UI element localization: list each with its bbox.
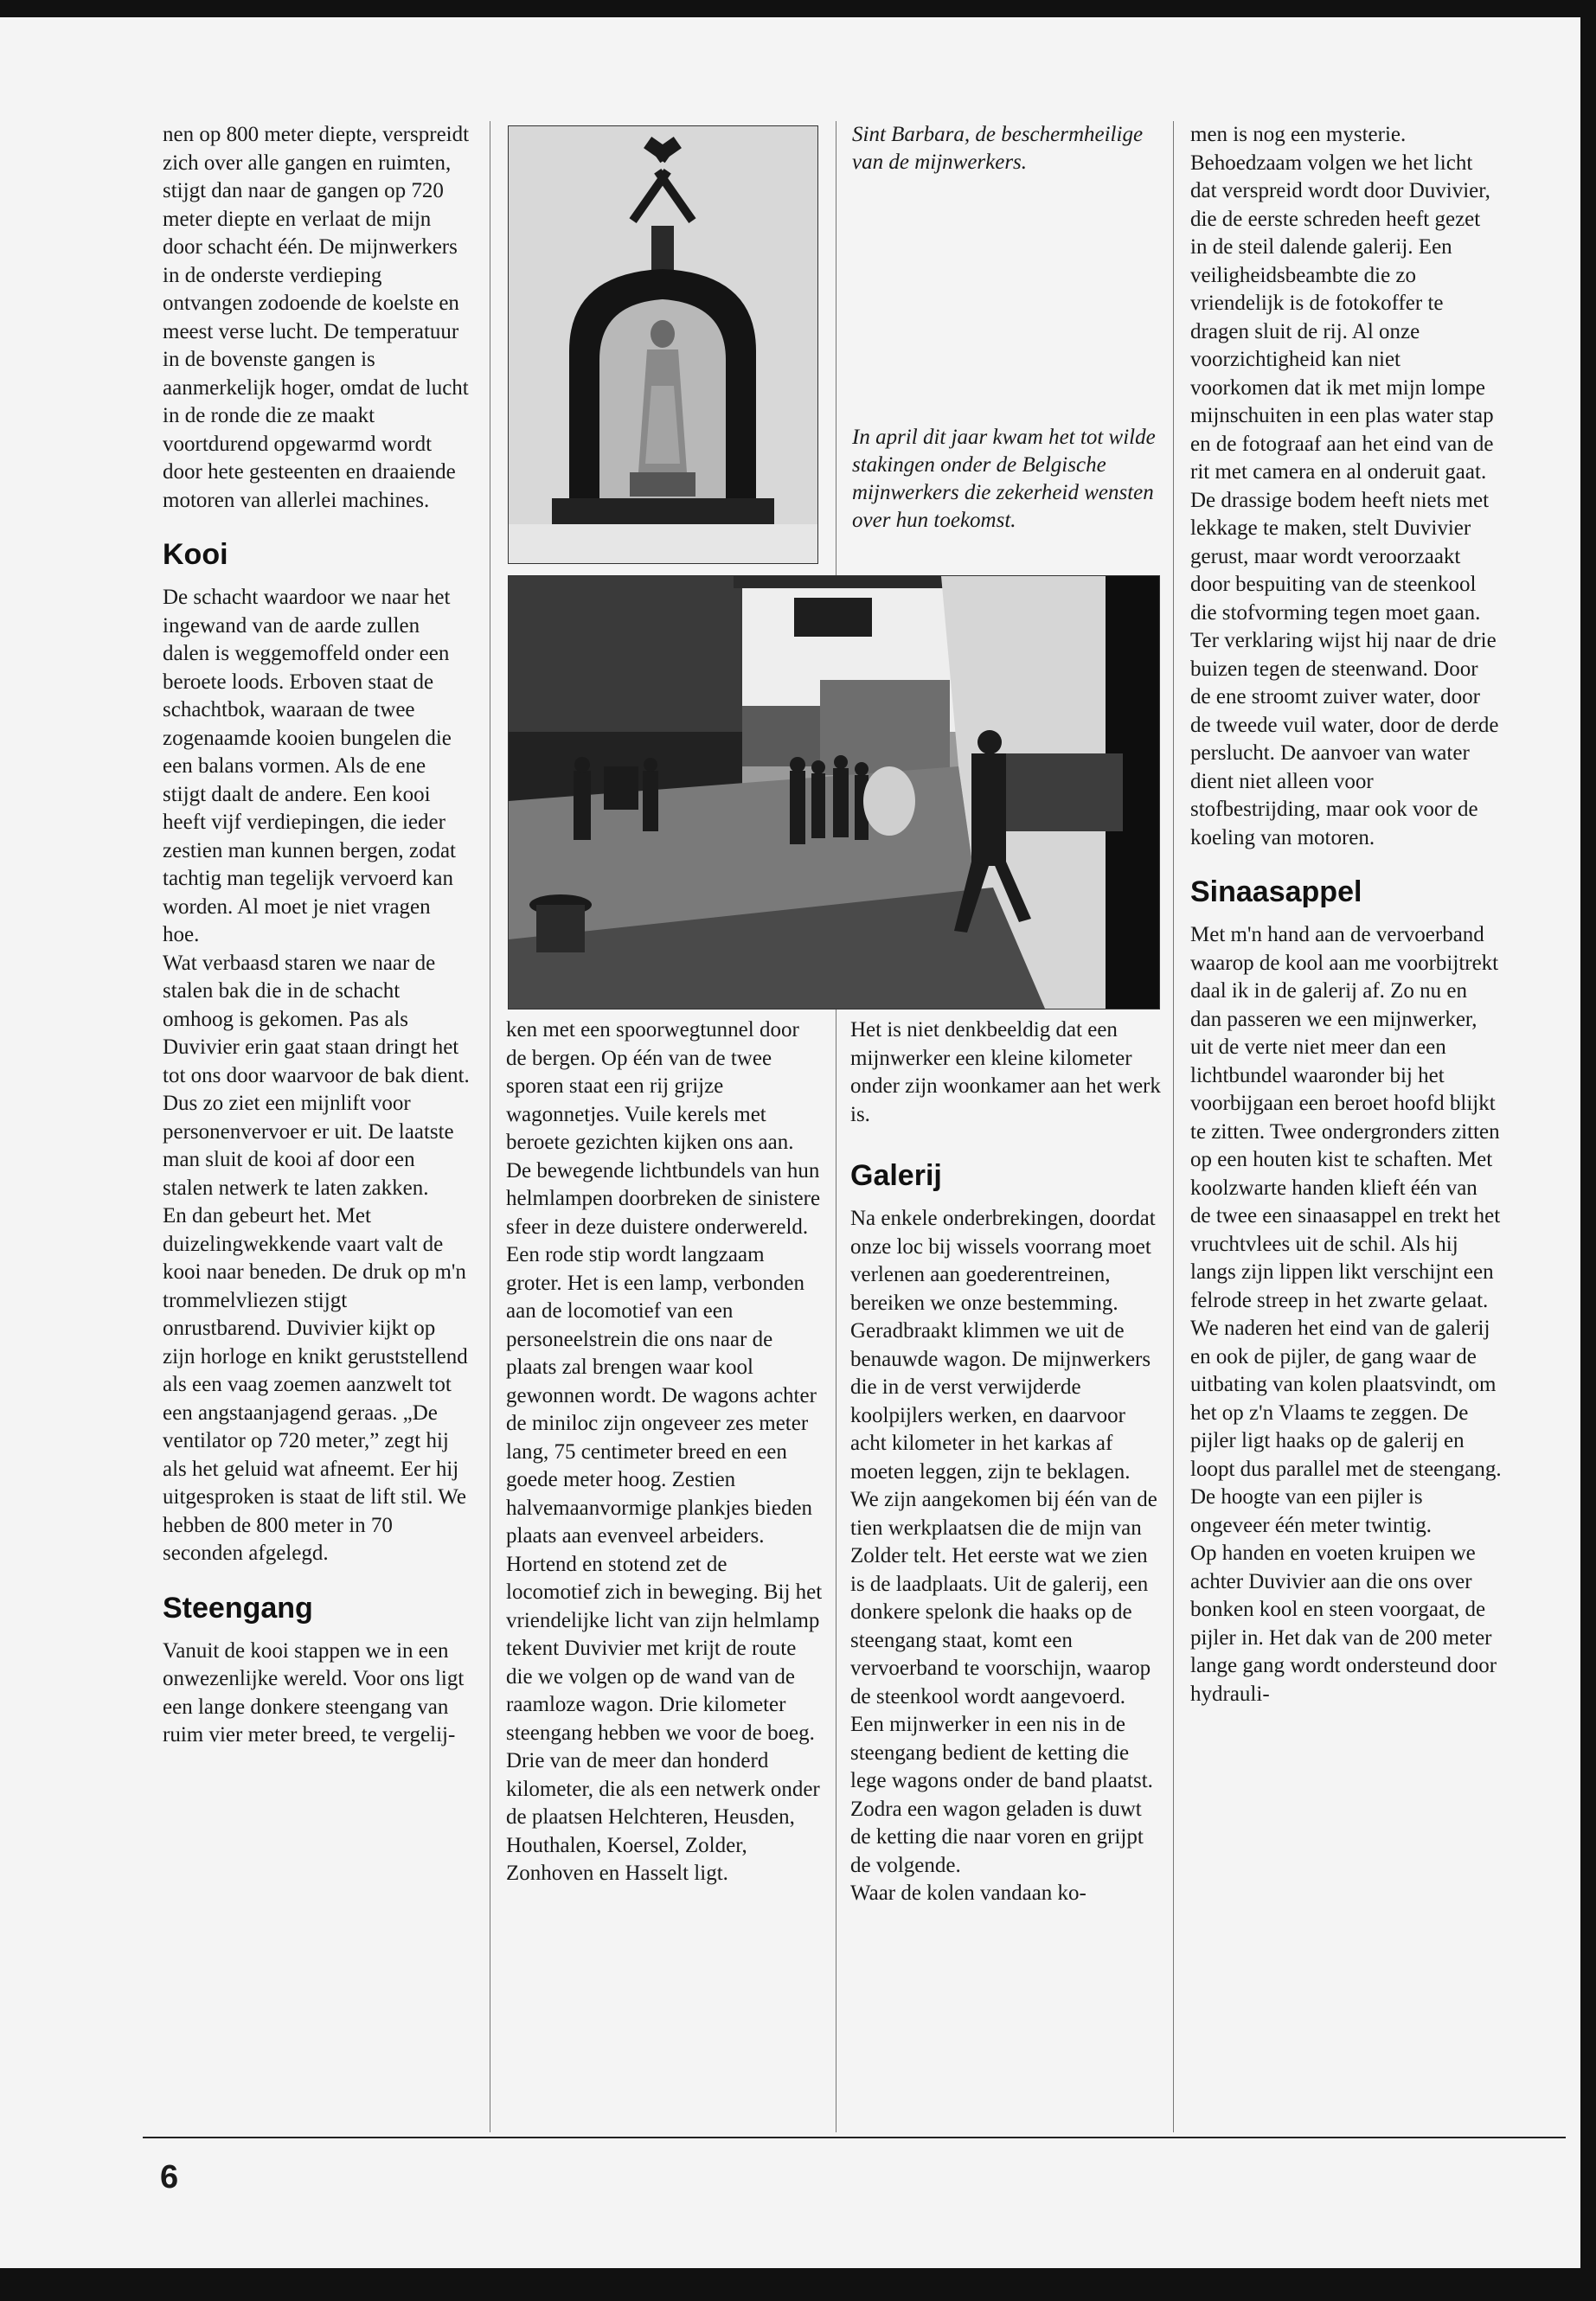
column-4-paragraph-2: De drassige bodem heeft niets met lekkage te maken, stelt Duvivier gerust, maar wordt veroorzaakt door bespuiting van de steenkool die stofvorming tegen moet gaan. Ter verklaring wijst hij naar de drie buizen tegen de steenwand. Door de ene stroomt zuiver water, door de tweede vuil water, door de derde perslucht. De aanvoer van water dient niet alleen voor stofbestrijding, maar ook voor de koeling van motoren. (1190, 488, 1499, 849)
caption-stakingen: In april dit jaar kwam het tot wilde stakingen onder de Belgische mijnwerkers die zekerheid wensten over hun toekomst. (852, 426, 1156, 532)
column-rule-3 (1173, 121, 1174, 2132)
column-3-paragraph-1: Het is niet denkbeeldig dat een mijnwerker een kleine kilometer onder zijn woonkamer aan het werk is. (850, 1018, 1161, 1126)
column-2-paragraph-1: ken met een spoorwegtunnel door de bergen. Op één van de twee sporen staat een rij grijze wagonnetjes. Vuile kerels met beroete gezichten kijken ons aan. (506, 1018, 799, 1154)
steengang-paragraph-1: Vanuit de kooi stappen we in een onwezenlijke wereld. Voor ons ligt een lange donkere steengang van ruim vier meter breed, te vergelij- (163, 1638, 465, 1747)
heading-kooi: Kooi (163, 538, 228, 571)
kooi-paragraph-1: De schacht waardoor we naar het ingewand van de aarde zullen dalen is weggemoffeld onder een beroete loods. Erboven staat de schachtbok, waaraan de twee zogenaamde kooien bungelen die een balans vormen. Als de ene stijgt daalt de andere. Een kooi heeft vijf verdiepingen, die ieder zestien man kunnen bergen, zodat tachtig man tegelijk vervoerd kan worden. Al moet je niet vragen hoe. (163, 586, 457, 946)
heading-sinaasappel: Sinaasappel (1190, 875, 1362, 908)
heading-steengang: Steengang (163, 1591, 313, 1625)
scan-right-edge (1580, 0, 1596, 2301)
scan-bottom-edge (0, 2268, 1596, 2301)
column-4 (1190, 121, 1502, 1708)
column-2-paragraph-3: Hortend en stotend zet de locomotief zich in beweging. Bij het vriendelijke licht van zijn helmlamp tekent Duvivier met krijt de route die we volgen op de wand van de raamloze wagon. Drie kilometer steengang hebben we voor de boeg. Drie van de meer dan honderd kilometer, die als een netwerk onder de plaatsen Helchteren, Heusden, Houthalen, Koersel, Zolder, Zonhoven en Hasselt ligt. (506, 1552, 823, 1885)
galerij-paragraph-1: Na enkele onderbrekingen, doordat onze loc bij wissels voorrang moet verlenen aan goederentreinen, bereiken we onze bestemming. Geradbraakt klimmen we uit de benauwde wagon. De mijnwerkers die in de verst verwijderde koolpijlers werken, en daarvoor acht kilometer in het karkas af moeten leggen, zijn te beklagen. (850, 1207, 1156, 1484)
column-3 (850, 1016, 1162, 1908)
column-1-intro: nen op 800 meter diepte, verspreidt zich over alle gangen en ruimten, stijgt dan naar de gangen op 720 meter diepte en verlaat de mijn door schacht één. De mijnwerkers in de onderste verdieping ontvangen zodoende de koelste en meest verse lucht. De temperatuur in de bovenste gangen is aanmerkelijk hoger, omdat de lucht in de ronde die ze maakt voortdurend opgewarmd wordt door hete gesteenten en draaiende motoren van allerlei machines. (163, 123, 470, 512)
sinaasappel-paragraph-3: Op handen en voeten kruipen we achter Duvivier aan die ons over bonken kool en steen voorgaat, de pijler in. Het dak van de 200 meter lange gang wordt ondersteund door hydrauli- (1190, 1541, 1497, 1706)
sinaasappel-paragraph-1: Met m'n hand aan de vervoerband waarop de kool aan me voorbijtrekt daal ik in de galerij af. Zo nu en dan passeren we een mijnwerker, uit de verte niet meer dan een lichtbundel waaronder bij het voorbijgaan een beroet hoofd blijkt te zitten. Twee ondergronders zitten op een houten kist te schaften. Met koolzwarte handen klieft één van de twee een sinaasappel en trekt het vruchtvlees uit de schil. Als hij langs zijn lippen likt verschijnt een felrode streep in het zwarte gelaat. (1190, 923, 1501, 1312)
kooi-paragraph-3: En dan gebeurt het. Met duizelingwekkende vaart valt de kooi naar beneden. De druk op m'n trommelvliezen stijgt onrustbarend. Duvivier kijkt op zijn horloge en knikt geruststellend als een vaag zoemen aanzwelt tot een angstaanjagend geraas. „De ventilator op 720 meter,” zegt hij als het geluid wat afneemt. Eer hij uitgesproken is staat de lift stil. We hebben de 800 meter in 70 seconden afgelegd. (163, 1204, 468, 1565)
kooi-paragraph-2: Wat verbaasd staren we naar de stalen bak die in de schacht omhoog is gekomen. Pas als Duvivier erin gaat staan dringt het tot ons door waarvoor de bak dient. Dus zo ziet een mijnlift voor personenvervoer er uit. De laatste man sluit de kooi af door een stalen netwerk te laten zakken. (163, 951, 470, 1200)
galerij-paragraph-2: We zijn aangekomen bij één van de tien werkplaatsen die de mijn van Zolder telt. Het eerste wat we zien is de laadplaats. Uit de galerij, een donkere spelonk die haaks op de steengang staat, komt een vervoerband te voorschijn, waarop de steenkool wordt aangevoerd. Een mijnwerker in een nis in de steengang bedient de ketting die lege wagons onder de band plaatst. Zodra een wagon geladen is duwt de ketting die naar voren en grijpt de volgende. (850, 1488, 1157, 1877)
column-1 (163, 121, 470, 1750)
footer-rule (143, 2137, 1566, 2138)
photo-sint-barbara (508, 125, 818, 564)
column-2 (506, 1016, 823, 1888)
photo-mine-yard (508, 575, 1160, 1009)
scan-top-edge (0, 0, 1596, 17)
column-4-paragraph-1: men is nog een mysterie. Behoedzaam volgen we het licht dat verspreid wordt door Duvivier, die de eerste schreden heeft gezet in de steil dalende galerij. Een veiligheidsbeambte die zo vriendelijk is de fotokoffer te dragen sluit de rij. Al onze voorzichtigheid kan niet voorkomen dat ik met mijn lompe mijnschuiten in een plas water stap en de fotograaf aan het eind van de rit met camera en al onderuit gaat. (1190, 123, 1494, 484)
caption-sint-barbara: Sint Barbara, de beschermheilige van de mijnwerkers. (852, 123, 1144, 174)
column-2-paragraph-2: De bewegende lichtbundels van hun helmlampen doorbreken de sinistere sfeer in deze duistere onderwereld. Een rode stip wordt langzaam groter. Het is een lamp, verbonden aan de locomotief van een personeelstrein die ons naar de plaats zal brengen waar kool gewonnen wordt. De wagons achter de miniloc zijn ongeveer zes meter lang, 75 centimeter breed en een goede meter hoog. Zestien halvemaanvormige plankjes bieden plaats aan evenveel arbeiders. (506, 1158, 821, 1548)
statue-illustration (509, 126, 817, 563)
galerij-paragraph-3: Waar de kolen vandaan ko- (850, 1881, 1086, 1905)
heading-galerij: Galerij (850, 1159, 942, 1192)
yard-illustration (509, 576, 1159, 1009)
sinaasappel-paragraph-2: We naderen het eind van de galerij en ook de pijler, de gang waar de uitbating van kolen plaatsvindt, om het op z'n Vlaams te zeggen. De pijler ligt haaks op de galerij en loopt dus parallel met de steengang. De hoogte van een pijler is ongeveer één meter twintig. (1190, 1317, 1502, 1537)
page-number: 6 (160, 2159, 179, 2195)
